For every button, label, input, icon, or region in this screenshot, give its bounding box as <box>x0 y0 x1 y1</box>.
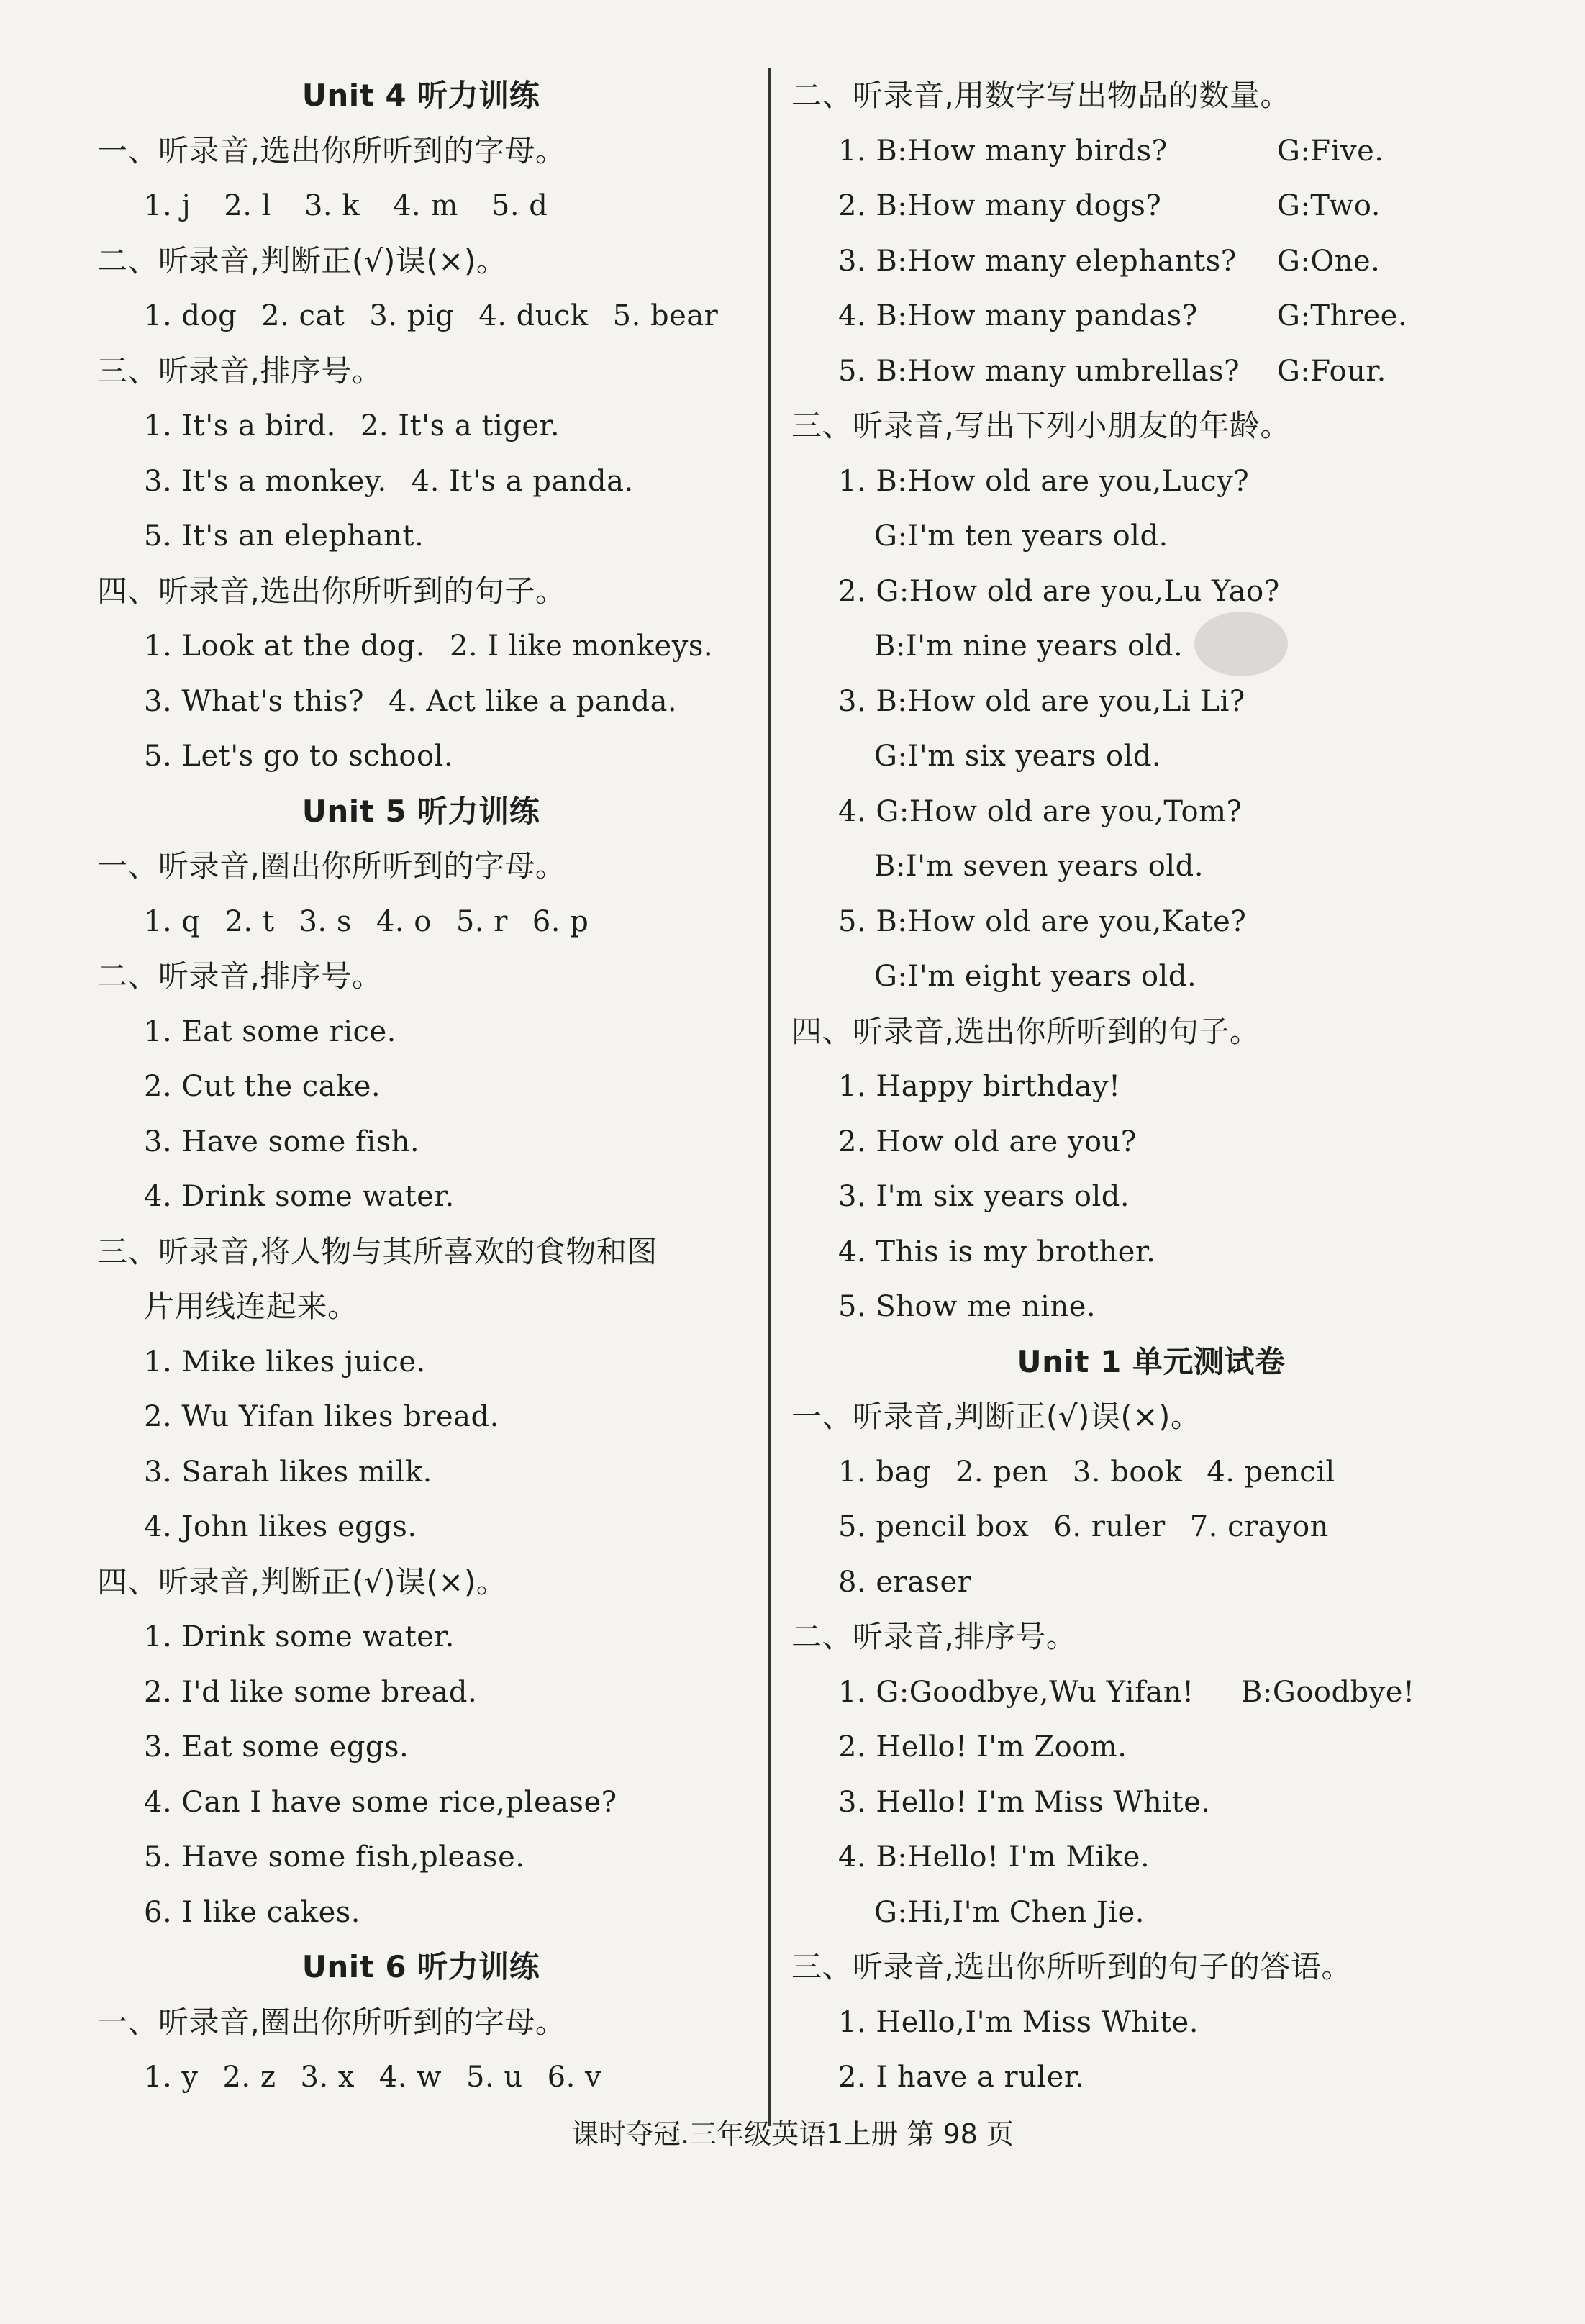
answer-item: 4. Act like a panda. <box>389 684 678 718</box>
answer-item: 2. z <box>222 2061 276 2094</box>
answer-item: 1. j <box>144 189 191 222</box>
answer: G:Five. <box>1277 134 1384 168</box>
u6-s1-answers <box>97 2050 745 2105</box>
answer-item: 2. Hello! I'm Zoom. <box>838 1730 1127 1764</box>
dialog-line: 5. B:How old are you,Kate? <box>838 904 1247 938</box>
answer-item: 5. u <box>466 2061 523 2094</box>
page-footer: 课时夺冠.三年级英语1上册 第 98 页 <box>571 2118 1014 2150</box>
answer-item: 1. Drink some water. <box>144 1620 455 1653</box>
qa-row <box>791 178 1511 234</box>
dialog-line: 4. G:How old are you,Tom? <box>838 794 1243 828</box>
answer-item: 1. Happy birthday! <box>838 1070 1121 1103</box>
answer-item: 4. o <box>376 904 432 938</box>
answer-item: 2. I'd like some bread. <box>144 1675 478 1709</box>
unit4-title: Unit 4 听力训练 <box>301 78 540 113</box>
u5-section-1: 一、听录音,圈出你所听到的字母。 <box>97 848 566 884</box>
answer-item: 5. Show me nine. <box>838 1290 1096 1323</box>
answer-item: 1. Hello,I'm Miss White. <box>838 2005 1199 2039</box>
answer-item: 6. ruler <box>1053 1510 1166 1543</box>
answer-item: 4. B:Hello! I'm Mike. <box>838 1840 1150 1874</box>
watermark-stamp <box>1194 612 1288 676</box>
answer-item: 4. John likes eggs. <box>144 1510 417 1543</box>
left-column <box>97 68 745 2105</box>
answer-item: 4. Can I have some rice,please? <box>144 1785 617 1819</box>
answer-item: 4. It's a panda. <box>411 464 634 498</box>
r-section-3: 三、听录音,写出下列小朋友的年龄。 <box>791 408 1291 443</box>
unit5-title: Unit 5 听力训练 <box>301 793 540 829</box>
answer-item: 1. bag <box>838 1455 931 1489</box>
answer: G:Four. <box>1277 354 1386 388</box>
answer-item: 2. How old are you? <box>838 1125 1137 1158</box>
dialog-line: 2. G:How old are you,Lu Yao? <box>838 574 1280 608</box>
answer-item: 6. p <box>532 904 589 938</box>
question: 3. B:How many elephants? <box>838 244 1237 278</box>
answer-item: 3. I'm six years old. <box>838 1180 1130 1213</box>
answer-item: 2. Wu Yifan likes bread. <box>144 1400 499 1433</box>
u4-s4-row <box>97 619 745 674</box>
answer-item: 3. book <box>1072 1455 1183 1489</box>
answer-item: 3. k <box>304 189 360 222</box>
qa-row <box>791 1665 1511 1720</box>
u4-section-3: 三、听录音,排序号。 <box>97 353 383 389</box>
u4-section-2: 二、听录音,判断正(√)误(×)。 <box>97 242 507 278</box>
test-section-1: 一、听录音,判断正(√)误(×)。 <box>791 1399 1202 1434</box>
answer-item: 1. q <box>144 904 201 938</box>
qa-row <box>791 234 1511 289</box>
answer-item: 5. bear <box>612 299 719 332</box>
answer-item: 4. duck <box>478 299 589 332</box>
answer-item: 4. m <box>393 189 458 222</box>
answer-item: 1. y <box>144 2061 199 2094</box>
u5-section-2: 二、听录音,排序号。 <box>97 958 383 994</box>
answer-item: 4. This is my brother. <box>838 1235 1156 1268</box>
question: 2. B:How many dogs? <box>838 189 1162 222</box>
answer-item: 2. I have a ruler. <box>838 2061 1085 2094</box>
answer-item: 3. s <box>299 904 352 938</box>
u4-s1-answers <box>97 178 745 234</box>
test-s1-row <box>791 1445 1511 1500</box>
answer-item: 7. crayon <box>1189 1510 1329 1543</box>
answer-item: 5. Have some fish,please. <box>144 1840 525 1874</box>
r-section-2: 二、听录音,用数字写出物品的数量。 <box>791 78 1291 113</box>
answer-item: 3. What's this? <box>144 684 365 718</box>
dialog-line: G:I'm eight years old. <box>874 960 1197 993</box>
answer-item: 5. d <box>491 189 548 222</box>
answer-item: 6. v <box>547 2061 602 2094</box>
test-s1-row <box>791 1499 1511 1555</box>
dialog-line: 1. B:How old are you,Lucy? <box>838 464 1250 498</box>
dialog-line: B:I'm nine years old. <box>874 630 1184 663</box>
answer-item: 8. eraser <box>838 1565 972 1599</box>
answer-item: 1. Eat some rice. <box>144 1015 396 1048</box>
u6-section-1: 一、听录音,圈出你所听到的字母。 <box>97 2004 566 2040</box>
qa-row <box>791 289 1511 344</box>
unit6-title: Unit 6 听力训练 <box>301 1949 540 1984</box>
answer-item: 1. dog <box>144 299 237 332</box>
question: 1. G:Goodbye,Wu Yifan! <box>838 1675 1194 1709</box>
answer: B:Goodbye! <box>1241 1675 1415 1709</box>
question: 1. B:How many birds? <box>838 134 1168 168</box>
right-column <box>791 68 1511 2105</box>
answer-item: 6. I like cakes. <box>144 1895 361 1929</box>
u5-s1-answers <box>97 894 745 950</box>
question: 5. B:How many umbrellas? <box>838 354 1240 388</box>
answer-item: 4. Drink some water. <box>144 1180 455 1213</box>
answer-item: 2. Cut the cake. <box>144 1070 381 1103</box>
answer-item: 3. Have some fish. <box>144 1125 420 1158</box>
answer-item: 3. pig <box>369 299 455 332</box>
answer-item: 2. It's a tiger. <box>360 409 560 442</box>
answer-item: 5. r <box>455 904 508 938</box>
answer-item: 4. w <box>378 2061 442 2094</box>
answer: G:Three. <box>1277 299 1408 332</box>
question: 4. B:How many pandas? <box>838 299 1198 332</box>
u4-s4-row <box>97 674 745 730</box>
dialog-line: G:I'm six years old. <box>874 740 1162 773</box>
test-section-3: 三、听录音,选出你所听到的句子的答语。 <box>791 1949 1352 1984</box>
qa-row <box>791 124 1511 179</box>
dialog-line: G:Hi,I'm Chen Jie. <box>874 1895 1145 1929</box>
u4-section-1: 一、听录音,选出你所听到的字母。 <box>97 132 566 168</box>
test-section-2: 二、听录音,排序号。 <box>791 1619 1077 1654</box>
answer-item: 3. It's a monkey. <box>144 464 387 498</box>
answer-item: 1. Look at the dog. <box>144 630 425 663</box>
u5-section-4: 四、听录音,判断正(√)误(×)。 <box>97 1563 507 1599</box>
answer: G:One. <box>1277 244 1381 278</box>
answer-item: 3. x <box>300 2061 355 2094</box>
u5-section-3: 三、听录音,将人物与其所喜欢的食物和图 <box>97 1233 658 1269</box>
answer-item: 3. Eat some eggs. <box>144 1730 409 1764</box>
answer-item: 5. pencil box <box>838 1510 1030 1543</box>
u4-s3-row <box>97 399 745 454</box>
answer-item: 2. t <box>224 904 275 938</box>
u4-section-4: 四、听录音,选出你所听到的句子。 <box>97 573 566 609</box>
dialog-line: 3. B:How old are you,Li Li? <box>838 684 1245 718</box>
column-divider <box>768 68 771 2126</box>
answer-item: 5. Let's go to school. <box>144 740 454 773</box>
answer-item: 3. Hello! I'm Miss White. <box>838 1785 1211 1819</box>
unit1-test-title: Unit 1 单元测试卷 <box>1017 1343 1286 1379</box>
u4-s3-row <box>97 454 745 509</box>
answer-item: 5. It's an elephant. <box>144 519 424 553</box>
dialog-line: G:I'm ten years old. <box>874 519 1168 553</box>
answer-item: 2. I like monkeys. <box>449 630 714 663</box>
answer-item: 1. Mike likes juice. <box>144 1345 426 1379</box>
answer: G:Two. <box>1277 189 1381 222</box>
answer-item: 2. l <box>224 189 271 222</box>
dialog-line: B:I'm seven years old. <box>874 850 1204 883</box>
qa-row <box>791 344 1511 399</box>
answer-item: 2. cat <box>261 299 345 332</box>
answer-item: 3. Sarah likes milk. <box>144 1455 432 1489</box>
answer-item: 4. pencil <box>1207 1455 1335 1489</box>
u5-section-3-cont: 片用线连起来。 <box>144 1289 358 1324</box>
answer-item: 1. It's a bird. <box>144 409 336 442</box>
r-section-4: 四、听录音,选出你所听到的句子。 <box>791 1013 1261 1049</box>
u4-s2-answers <box>97 289 745 344</box>
answer-item: 2. pen <box>955 1455 1048 1489</box>
